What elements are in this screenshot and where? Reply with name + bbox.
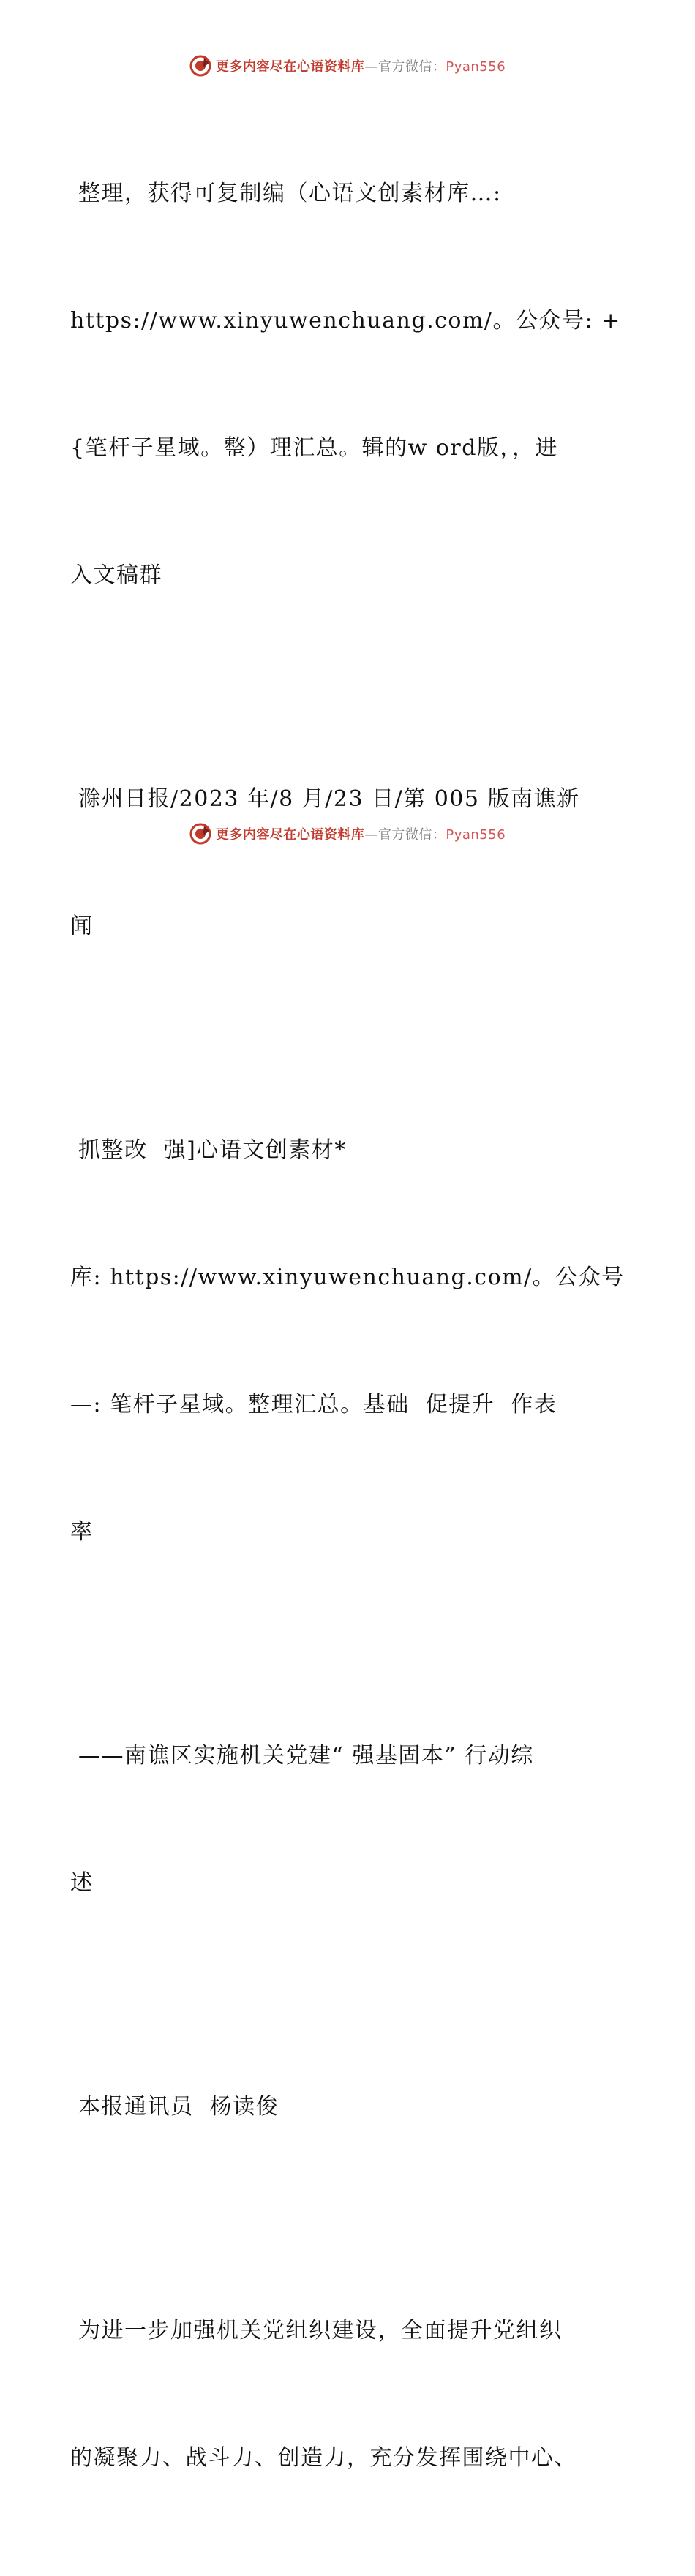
watermark-dash: — (364, 59, 378, 75)
text-line: 率 (70, 1519, 94, 1545)
text-line: 本报通讯员 杨读俊 (70, 2094, 279, 2120)
document-body (70, 88, 626, 2576)
text-line: 库: https://www.xinyuwenchuang.com/。公众号 (70, 1265, 625, 1290)
watermark-main: 更多内容尽在心语资料库 (215, 827, 365, 843)
text-line: 的凝聚力、战斗力、创造力，充分发挥围绕中心、 (70, 2445, 577, 2471)
paragraph-publication (70, 693, 626, 1033)
watermark-text (216, 824, 506, 843)
watermark-id: Pyan556 (446, 827, 506, 843)
text-line: https://www.xinyuwenchuang.com/。公众号: + (70, 308, 621, 334)
paragraph-headline (70, 1044, 626, 1638)
paragraph-byline (70, 2001, 626, 2213)
paragraph-body (70, 2225, 626, 2564)
footer-watermark (0, 821, 695, 847)
text-line: 滁州日报/2023 年/8 月/23 日/第 005 版南谯新 (70, 786, 580, 812)
logo-icon (189, 823, 211, 845)
text-line: —: 笔杆子星域。整理汇总。基础 促提升 作表 (70, 1392, 557, 1417)
header-watermark (0, 53, 695, 79)
text-line: ——南谯区实施机关党建“ 强基固本” 行动综 (70, 1743, 534, 1769)
watermark-text (216, 56, 506, 75)
text-line: 抓整改 强]心语文创素材* (70, 1137, 347, 1163)
watermark-id: Pyan556 (446, 59, 506, 75)
paragraph-source-note (70, 88, 626, 682)
watermark-main: 更多内容尽在心语资料库 (215, 59, 365, 75)
watermark-wechat: 官方微信： (377, 59, 446, 75)
paragraph-subtitle (70, 1650, 626, 1989)
text-line: 闻 (70, 914, 94, 939)
text-line: 述 (70, 1870, 94, 1896)
logo-icon (189, 55, 211, 77)
text-line: 入文稿群 (70, 562, 162, 588)
text-line: {笔杆子星域。整）理汇总。辑的w ord版，，进 (70, 435, 558, 461)
watermark-wechat: 官方微信： (377, 827, 446, 843)
watermark-dash: — (364, 827, 378, 843)
text-line: 整理，获得可复制编（心语文创素材库…: (70, 181, 502, 206)
text-line: 为进一步加强机关党组织建设，全面提升党组织 (70, 2318, 563, 2343)
